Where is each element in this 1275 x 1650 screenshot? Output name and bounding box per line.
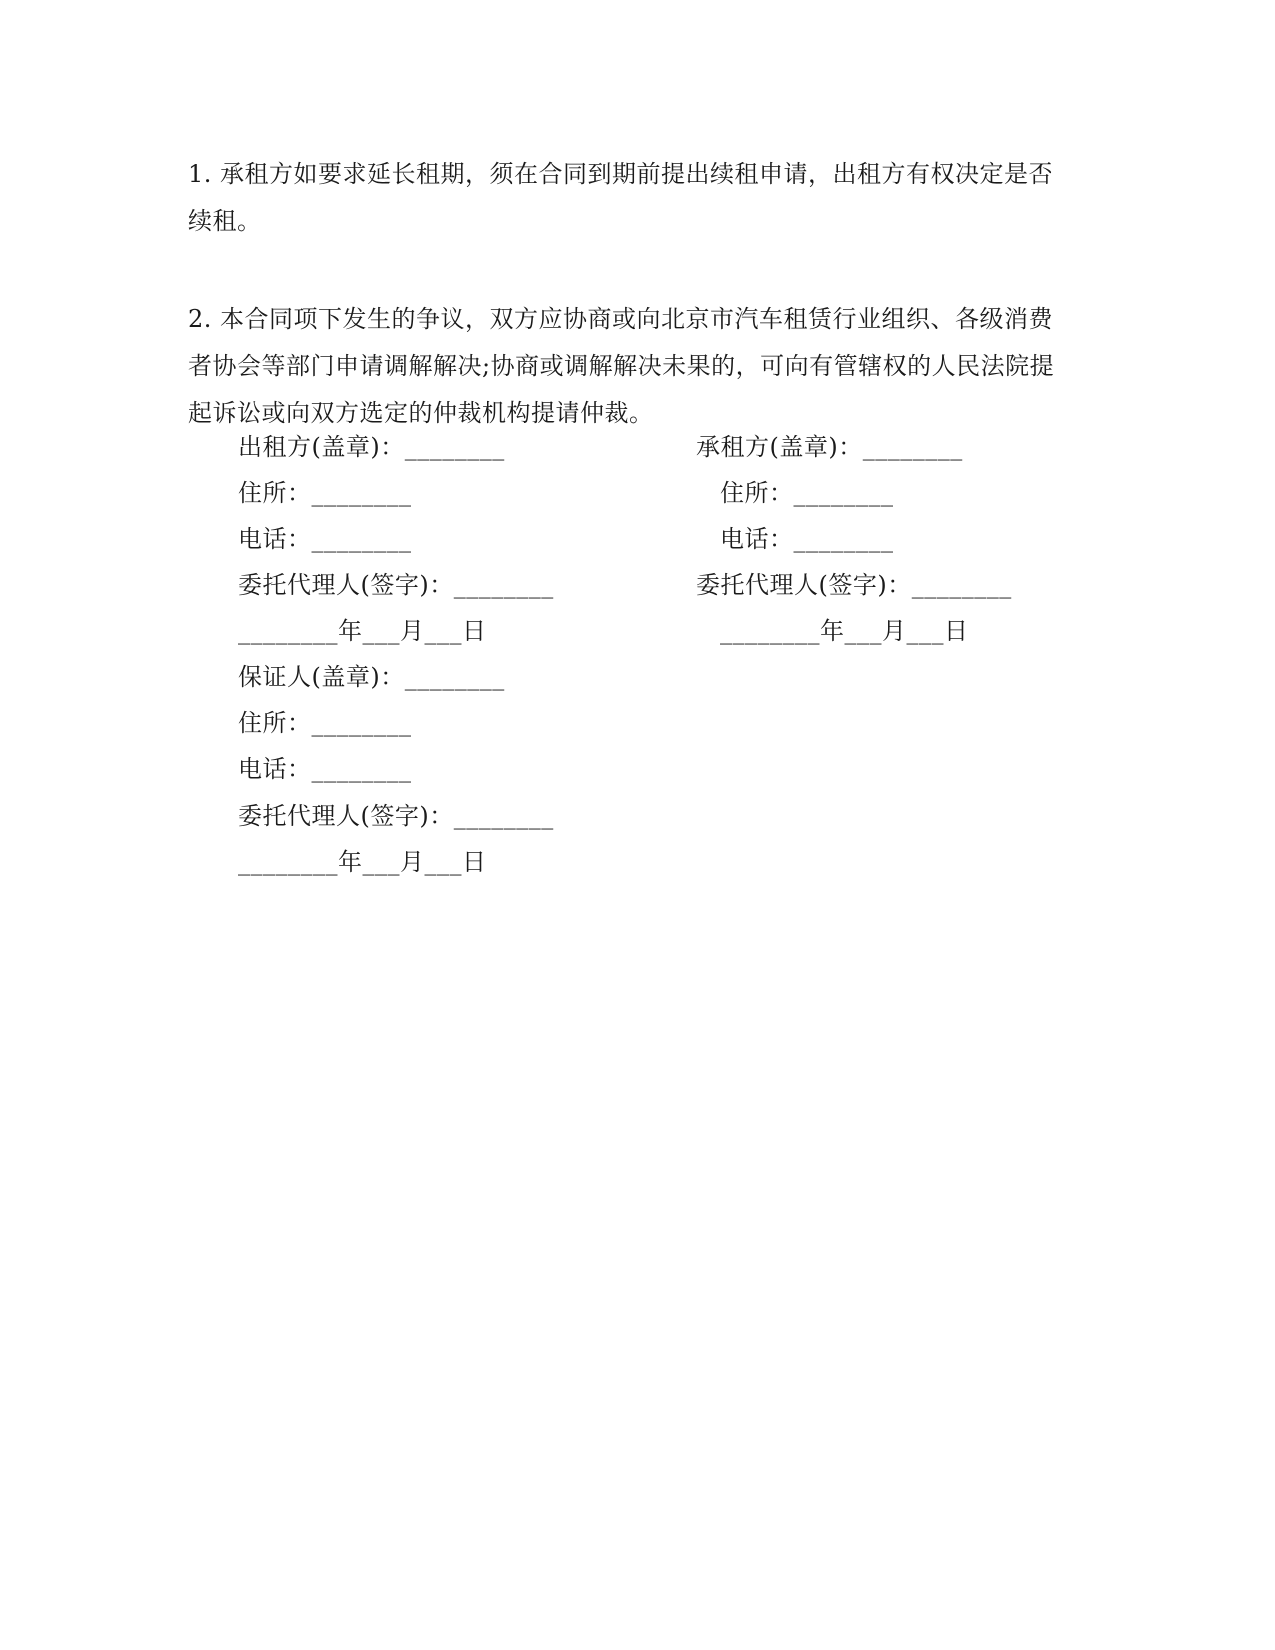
lessee-phone-line: 电话：________: [720, 525, 894, 553]
lessee-date-line: ________年___月___日: [720, 617, 969, 645]
clause-2-line-3: 起诉讼或向双方选定的仲裁机构提请仲裁。: [188, 399, 654, 427]
guarantor-agent-line: 委托代理人(签字)：________: [238, 802, 554, 830]
lessee-address-line: 住所：________: [720, 479, 894, 507]
guarantor-date-line: ________年___月___日: [238, 848, 487, 876]
clause-1-line-2: 续租。: [188, 207, 262, 235]
lessor-seal-line: 出租方(盖章)：________: [238, 433, 505, 461]
guarantor-phone-line: 电话：________: [238, 755, 412, 783]
clause-1: [188, 151, 1088, 245]
guarantor-address-line: 住所：________: [238, 709, 412, 737]
clause-2-line-2: 者协会等部门申请调解解决;协商或调解解决未果的，可向有管辖权的人民法院提: [188, 352, 1055, 380]
clause-2: [188, 296, 1088, 437]
lessor-address-line: 住所：________: [238, 479, 412, 507]
lessor-agent-line: 委托代理人(签字)：________: [238, 571, 554, 599]
lessee-agent-line: 委托代理人(签字)：________: [696, 571, 1012, 599]
guarantor-seal-line: 保证人(盖章)：________: [238, 663, 505, 691]
clause-1-line-1: 1. 承租方如要求延长租期，须在合同到期前提出续租申请，出租方有权决定是否: [188, 160, 1054, 188]
lessor-phone-line: 电话：________: [238, 525, 412, 553]
lessor-date-line: ________年___月___日: [238, 617, 487, 645]
clause-2-line-1: 2. 本合同项下发生的争议，双方应协商或向北京市汽车租赁行业组织、各级消费: [188, 305, 1054, 333]
lessee-seal-line: 承租方(盖章)：________: [696, 433, 963, 461]
